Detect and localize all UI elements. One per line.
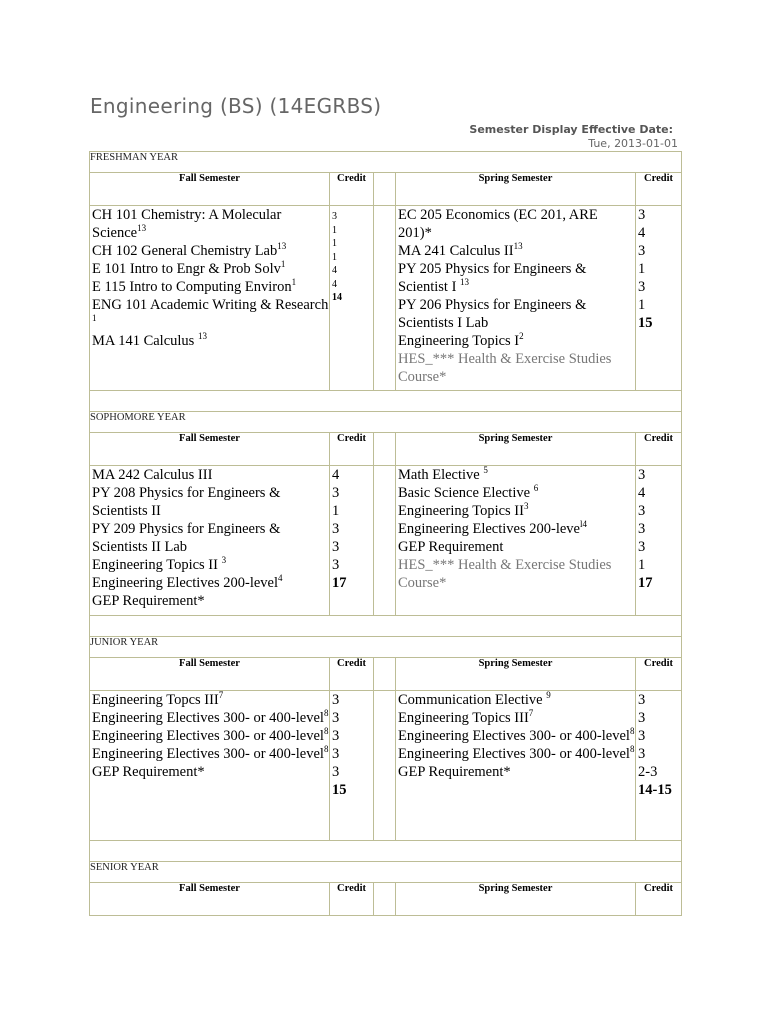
- course-name: CH 101 Chemistry: A Molecular Science: [92, 207, 282, 241]
- credit-value: 3: [332, 485, 340, 501]
- credit-value: 3: [332, 710, 340, 726]
- course-item: [398, 332, 635, 350]
- course-item: [92, 763, 329, 781]
- credit-header: Credit: [330, 173, 374, 206]
- year-label: JUNIOR YEAR: [90, 637, 682, 658]
- course-name: MA 241 Calculus II: [398, 243, 514, 259]
- course-name: GEP Requirement*: [92, 764, 205, 780]
- credit-value: 3: [638, 692, 646, 708]
- footnote-marker: 8: [323, 744, 329, 755]
- course-name: E 115 Intro to Computing Environ: [92, 279, 292, 295]
- spacer-cell: [374, 883, 396, 916]
- spring-semester-header: Spring Semester: [396, 658, 636, 691]
- footnote-marker: 13: [277, 241, 287, 252]
- credit-value: 3: [638, 467, 646, 483]
- course-name: HES_*** Health & Exercise Studies Course*: [398, 351, 612, 385]
- fall-semester-header: Fall Semester: [90, 173, 330, 206]
- footnote-marker: 1: [291, 277, 297, 288]
- footnote-marker: 1: [92, 313, 97, 324]
- course-item: [398, 538, 635, 556]
- credit-value: 1: [332, 224, 337, 236]
- spacer-cell: [374, 206, 396, 391]
- semester-header-row: [90, 658, 682, 691]
- course-name: MA 141 Calculus: [92, 333, 198, 349]
- course-name: GEP Requirement*: [398, 764, 511, 780]
- course-item: [398, 727, 635, 745]
- credit-header: Credit: [636, 658, 682, 691]
- course-row-freshman: [90, 206, 682, 391]
- course-item: [398, 556, 635, 592]
- credit-total: 15: [638, 315, 653, 331]
- spring-semester-header: Spring Semester: [396, 433, 636, 466]
- course-name: Engineering Electives 200-level: [92, 575, 279, 591]
- course-name: PY 208 Physics for Engineers & Scientists II: [92, 485, 281, 519]
- footnote-marker: 3: [221, 555, 227, 566]
- credit-value: 1: [332, 503, 340, 519]
- course-item: [398, 466, 635, 484]
- spring-credits: [636, 466, 682, 616]
- course-item: [92, 260, 329, 278]
- credit-value: 4: [332, 278, 337, 290]
- course-name: EC 205 Economics (EC 201, ARE 201)*: [398, 207, 598, 241]
- course-item: [398, 691, 635, 709]
- course-name: Engineering Electives 300- or 400-level: [92, 746, 324, 762]
- page-title: Engineering (BS) (14EGRBS): [90, 94, 382, 118]
- course-item: [398, 709, 635, 727]
- spacer-cell: [374, 466, 396, 616]
- course-item: [92, 727, 329, 745]
- credit-value: 3: [332, 557, 340, 573]
- course-name: Engineering Electives 300- or 400-level: [398, 746, 630, 762]
- credit-total: 17: [332, 575, 347, 591]
- course-name: Engineering Electives 300- or 400-level: [92, 728, 324, 744]
- credit-value: 3: [638, 710, 646, 726]
- fall-credits: [330, 466, 374, 616]
- credit-header: Credit: [636, 433, 682, 466]
- course-name: PY 206 Physics for Engineers & Scientists I Lab: [398, 297, 587, 331]
- course-name: GEP Requirement*: [92, 593, 205, 609]
- credit-value: 1: [332, 251, 337, 263]
- course-name: PY 209 Physics for Engineers & Scientists II Lab: [92, 521, 281, 555]
- footnote-marker: 1: [280, 259, 286, 270]
- semester-header-row: [90, 433, 682, 466]
- credit-value: 3: [332, 692, 340, 708]
- credit-value: 4: [638, 485, 646, 501]
- course-row-sophomore: [90, 466, 682, 616]
- footnote-marker: 13: [460, 277, 470, 288]
- credit-header: Credit: [636, 173, 682, 206]
- year-label: SOPHOMORE YEAR: [90, 412, 682, 433]
- credit-value: 1: [638, 261, 646, 277]
- course-item: [398, 745, 635, 763]
- spring-courses: [396, 206, 636, 391]
- credit-value: 3: [638, 243, 646, 259]
- spacer-cell: [374, 691, 396, 841]
- course-item: [398, 260, 635, 296]
- course-item: [398, 484, 635, 502]
- course-name: HES_*** Health & Exercise Studies Course*: [398, 557, 612, 591]
- course-name: Engineering Topics I: [398, 333, 520, 349]
- spacer-cell: [374, 658, 396, 691]
- year-label: SENIOR YEAR: [90, 862, 682, 883]
- fall-semester-header: Fall Semester: [90, 433, 330, 466]
- footnote-marker: 13: [513, 241, 523, 252]
- spring-credits: [636, 206, 682, 391]
- course-row-junior: [90, 691, 682, 841]
- footnote-marker: l4: [580, 519, 588, 530]
- course-item: [92, 242, 329, 260]
- fall-courses: [90, 206, 330, 391]
- footnote-marker: 3: [523, 501, 529, 512]
- spacer-cell: [374, 433, 396, 466]
- course-item: [92, 278, 329, 296]
- effective-date-label: Semester Display Effective Date:: [469, 123, 673, 136]
- course-item: [92, 745, 329, 763]
- credit-value: 1: [638, 297, 646, 313]
- credit-header: Credit: [330, 433, 374, 466]
- semester-header-row: [90, 883, 682, 916]
- footnote-marker: 6: [533, 483, 539, 494]
- course-name: CH 102 General Chemistry Lab: [92, 243, 278, 259]
- year-row-senior: [90, 862, 682, 883]
- course-name: Communication Elective: [398, 692, 547, 708]
- credit-total: 17: [638, 575, 653, 591]
- credit-value: 3: [638, 746, 646, 762]
- curriculum-table: [89, 151, 682, 916]
- credit-value: 1: [332, 238, 337, 249]
- course-name: MA 242 Calculus III: [92, 467, 213, 483]
- spacer-row: [90, 616, 682, 637]
- credit-value: 3: [638, 279, 646, 295]
- year-row-junior: [90, 637, 682, 658]
- year-label: FRESHMAN YEAR: [90, 152, 682, 173]
- footnote-marker: 9: [546, 690, 551, 701]
- fall-semester-header: Fall Semester: [90, 883, 330, 916]
- credit-value: 3: [332, 521, 340, 537]
- credit-value: 3: [638, 521, 646, 537]
- year-row-sophomore: [90, 412, 682, 433]
- spring-semester-header: Spring Semester: [396, 173, 636, 206]
- spring-credits: [636, 691, 682, 841]
- spring-courses: [396, 466, 636, 616]
- curriculum-table-body: [90, 152, 682, 916]
- spacer-row: [90, 391, 682, 412]
- credit-value: 3: [332, 764, 340, 780]
- credit-value: 3: [638, 207, 646, 223]
- course-name: Math Elective: [398, 467, 484, 483]
- credit-value: 3: [638, 539, 646, 555]
- credit-value: 1: [638, 557, 646, 573]
- course-name: Engineering Topics II: [92, 557, 222, 573]
- credit-total: 14: [332, 292, 342, 303]
- credit-value: 2-3: [638, 764, 658, 780]
- fall-credits: [330, 206, 374, 391]
- course-item: [398, 206, 635, 242]
- fall-courses: [90, 466, 330, 616]
- course-item: [92, 296, 329, 332]
- course-item: [398, 350, 635, 386]
- fall-credits: [330, 691, 374, 841]
- course-name: Engineering Electives 300- or 400-level: [398, 728, 630, 744]
- year-row-freshman: [90, 152, 682, 173]
- credit-value: 3: [332, 746, 340, 762]
- course-item: [92, 574, 329, 592]
- course-name: Engineering Electives 300- or 400-level: [92, 710, 324, 726]
- credit-value: 3: [332, 539, 340, 555]
- course-name: E 101 Intro to Engr & Prob Solv: [92, 261, 281, 277]
- course-name: Engineering Topcs III: [92, 692, 219, 708]
- course-item: [398, 763, 635, 781]
- credit-value: 3: [332, 728, 340, 744]
- spring-courses: [396, 691, 636, 841]
- course-item: [92, 556, 329, 574]
- course-item: [398, 520, 635, 538]
- credit-value: 3: [638, 503, 646, 519]
- course-item: [92, 592, 329, 610]
- course-name: Basic Science Elective: [398, 485, 534, 501]
- fall-courses: [90, 691, 330, 841]
- credit-header: Credit: [330, 883, 374, 916]
- course-item: [92, 206, 329, 242]
- credit-value: 4: [638, 225, 646, 241]
- credit-value: 3: [638, 728, 646, 744]
- footnote-marker: 5: [483, 465, 488, 476]
- footnote-marker: 8: [629, 744, 635, 755]
- effective-date-value: Tue, 2013-01-01: [588, 137, 678, 150]
- credit-header: Credit: [636, 883, 682, 916]
- course-item: [92, 691, 329, 709]
- course-name: PY 205 Physics for Engineers & Scientist I: [398, 261, 587, 295]
- fall-semester-header: Fall Semester: [90, 658, 330, 691]
- course-item: [92, 484, 329, 520]
- spacer-row: [90, 841, 682, 862]
- footnote-marker: 7: [218, 690, 224, 701]
- footnote-marker: 8: [323, 708, 329, 719]
- credit-total: 14-15: [638, 782, 672, 798]
- course-name: GEP Requirement: [398, 539, 504, 555]
- course-item: [92, 466, 329, 484]
- credit-total: 15: [332, 782, 347, 798]
- footnote-marker: 2: [519, 331, 524, 342]
- footnote-marker: 13: [197, 331, 207, 342]
- course-name: Engineering Topics III: [398, 710, 529, 726]
- credit-value: 4: [332, 467, 340, 483]
- footnote-marker: 7: [528, 708, 534, 719]
- course-item: [92, 709, 329, 727]
- course-item: [398, 242, 635, 260]
- course-name: Engineering Topics II: [398, 503, 524, 519]
- semester-header-row: [90, 173, 682, 206]
- course-item: [92, 332, 329, 350]
- credit-value: 3: [332, 211, 337, 222]
- footnote-marker: 8: [323, 726, 329, 737]
- footnote-marker: 4: [278, 573, 283, 584]
- spacer-cell: [374, 173, 396, 206]
- footnote-marker: 8: [629, 726, 635, 737]
- course-name: Engineering Electives 200-leve: [398, 521, 580, 537]
- spring-semester-header: Spring Semester: [396, 883, 636, 916]
- credit-value: 4: [332, 265, 337, 276]
- footnote-marker: 13: [137, 223, 147, 234]
- course-item: [398, 296, 635, 332]
- course-item: [92, 520, 329, 556]
- course-name: ENG 101 Academic Writing & Research: [92, 297, 329, 313]
- credit-header: Credit: [330, 658, 374, 691]
- course-item: [398, 502, 635, 520]
